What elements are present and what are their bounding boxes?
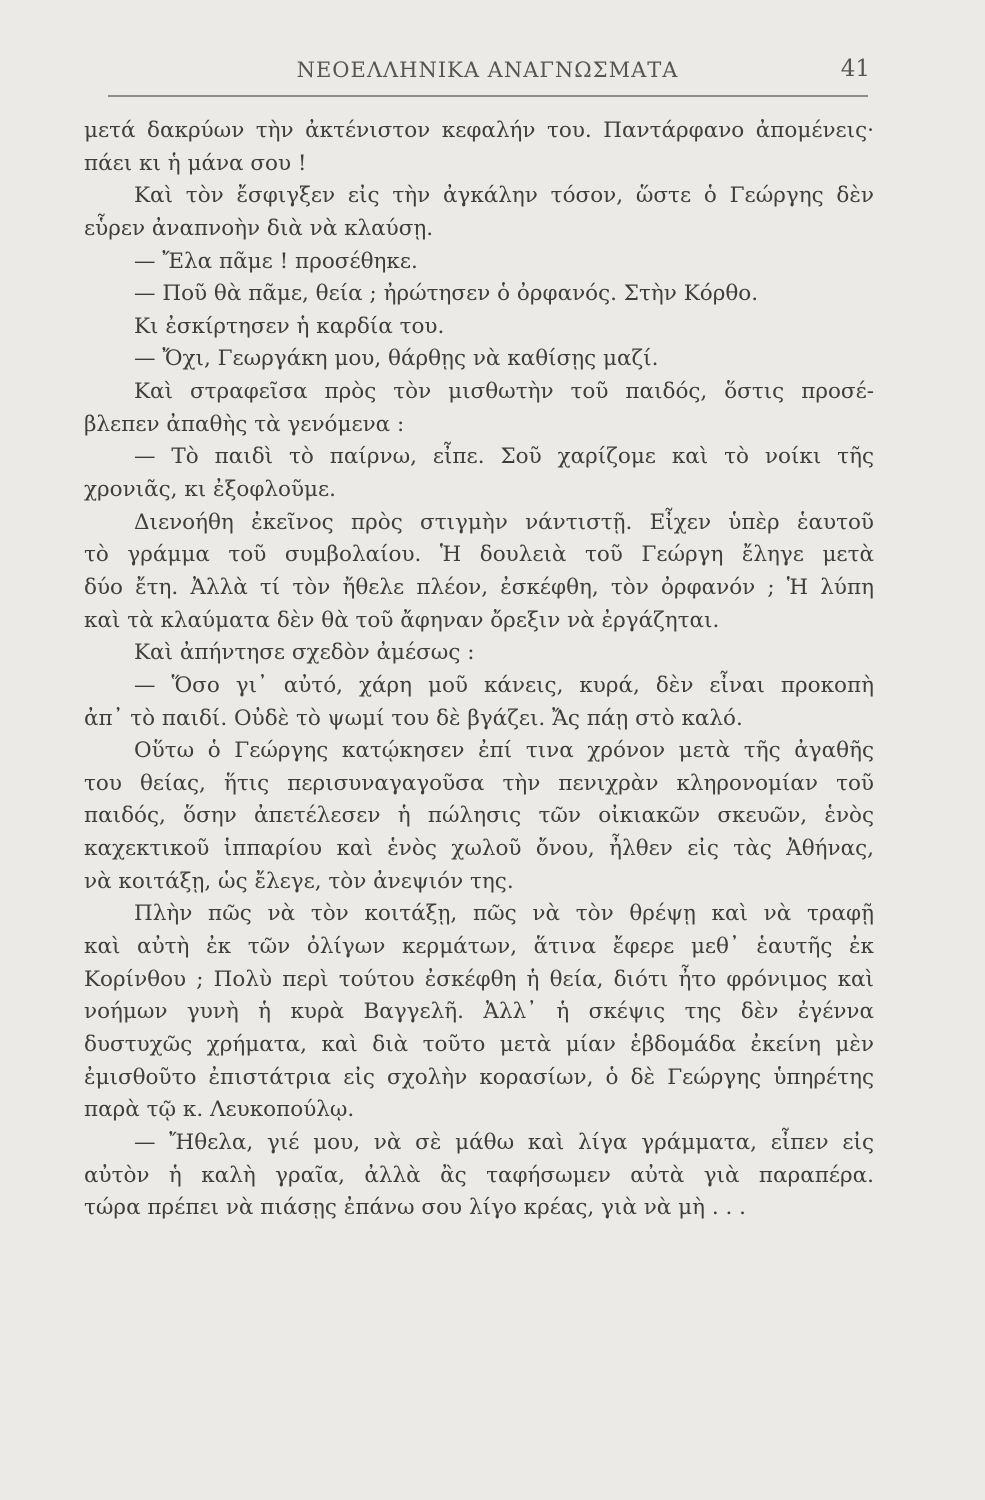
text-line: ἐμισθοῦτο ἐπιστάτρια εἰς σχολὴν κορασίων, ὁ δὲ Γεώργης ὑπηρέτης [84, 1064, 874, 1090]
text-line: Κορίνθου ; Πολὺ περὶ τούτου ἐσκέφθη ἡ θεία, διότι ἦτο φρόνιμος καὶ [84, 966, 874, 992]
text-line: — Ἤθελα, γιέ μου, νὰ σὲ μάθω καὶ λίγα γράμματα, εἶπεν εἰς [134, 1129, 874, 1155]
text-line: Κι ἐσκίρτησεν ἡ καρδία του. [134, 313, 445, 339]
text-line: — Τὸ παιδὶ τὸ παίρνω, εἶπε. Σοῦ χαρίζομε καὶ τὸ νοίκι τῆς [134, 444, 874, 470]
page-number: 41 [840, 56, 870, 82]
text-line: Καὶ στραφεῖσα πρὸς τὸν μισθωτὴν τοῦ παιδός, ὅστις προσέ- [134, 379, 874, 405]
text-line: βλεπεν ἀπαθὴς τὰ γενόμενα : [84, 411, 405, 437]
text-line: του θείας, ἥτις περισυναγαγοῦσα τὴν πενιχρὰν κληρονομίαν τοῦ [84, 770, 874, 796]
text-line: — Ὅσο γι᾽ αὐτό, χάρη μοῦ κάνεις, κυρά, δὲν εἶναι προκοπὴ [134, 672, 874, 698]
text-line: παιδός, ὅσην ἀπετέλεσεν ἡ πώλησις τῶν οἰκιακῶν σκευῶν, ἑνὸς [84, 803, 874, 829]
text-line: τώρα πρέπει νὰ πιάσῃς ἐπάνω σου λίγο κρέας, γιὰ νὰ μὴ . . . [84, 1195, 746, 1221]
text-line: δύο ἔτη. Ἀλλὰ τί τὸν ἤθελε πλέον, ἐσκέφθη, τὸν ὀρφανόν ; Ἡ λύπη [84, 574, 874, 600]
text-line: καὶ αὐτὴ ἐκ τῶν ὀλίγων κερμάτων, ἅτινα ἔφερε μεθ᾽ ἑαυτῆς ἐκ [84, 934, 874, 960]
text-line: δυστυχῶς χρήματα, καὶ διὰ τοῦτο μετὰ μίαν ἑβδομάδα ἐκείνη μὲν [84, 1031, 874, 1057]
header-title: ΝΕΟΕΛΛΗΝΙΚΑ ΑΝΑΓΝΩΣΜΑΤΑ [296, 58, 679, 82]
text-line: τὸ γράμμα τοῦ συμβολαίου. Ἡ δουλειὰ τοῦ Γεώργη ἔληγε μετὰ [84, 542, 874, 568]
text-line: νοήμων γυνὴ ἡ κυρὰ Βαγγελῆ. Ἀλλ᾽ ἡ σκέψις της δὲν ἐγέννα [84, 999, 874, 1025]
text-line: — Ποῦ θὰ πᾶμε, θεία ; ἠρώτησεν ὁ ὀρφανός. Στὴν Κόρθο. [134, 281, 759, 307]
text-line: μετά δακρύων τὴν ἀκτένιστον κεφαλήν του. Παντάρφανο ἀπομένεις· [84, 118, 874, 143]
text-line: χρονιᾶς, κι ἐξοφλοῦμε. [84, 477, 337, 503]
text-line: πάει κι ἡ μάνα σου ! [84, 150, 307, 176]
text-line: Καὶ τὸν ἔσφιγξεν εἰς τὴν ἀγκάλην τόσον, ὥστε ὁ Γεώργης δὲν [134, 183, 874, 209]
body-text [84, 115, 874, 1225]
header-rule [108, 95, 868, 97]
text-line: εὗρεν ἀναπνοὴν διὰ νὰ κλαύσῃ. [84, 215, 434, 241]
text-line: καὶ τὰ κλαύματα δὲν θὰ τοῦ ἄφηναν ὄρεξιν νὰ ἐργάζηται. [84, 607, 720, 633]
text-line: Καὶ ἀπήντησε σχεδὸν ἀμέσως : [134, 640, 475, 666]
text-line: καχεκτικοῦ ἱππαρίου καὶ ἑνὸς χωλοῦ ὄνου, ἦλθεν εἰς τὰς Ἀθήνας, [84, 836, 874, 862]
text-line: Πλὴν πῶς νὰ τὸν κοιτάξῃ, πῶς νὰ τὸν θρέψῃ καὶ νὰ τραφῇ [134, 901, 874, 927]
text-line: ἀπ᾽ τὸ παιδί. Οὐδὲ τὸ ψωμί του δὲ βγάζει. Ἄς πάῃ στὸ καλό. [84, 705, 743, 731]
running-header [105, 52, 870, 88]
text-line: — Ἔλα πᾶμε ! προσέθηκε. [134, 248, 418, 274]
text-line: παρὰ τῷ κ. Λευκοπούλῳ. [84, 1097, 355, 1123]
text-line: Διενοήθη ἐκεῖνος πρὸς στιγμὴν νάντιστῇ. Εἶχεν ὑπὲρ ἑαυτοῦ [134, 509, 874, 535]
text-line: αὐτὸν ἡ καλὴ γραῖα, ἀλλὰ ἂς ταφήσωμεν αὐτὰ γιὰ παραπέρα. [84, 1162, 874, 1188]
text-line: — Ὄχι, Γεωργάκη μου, θάρθῃς νὰ καθίσῃς μαζί. [134, 346, 659, 372]
text-line: Οὕτω ὁ Γεώργης κατῴκησεν ἐπί τινα χρόνον μετὰ τῆς ἀγαθῆς [134, 738, 874, 764]
text-line: νὰ κοιτάξῃ, ὡς ἔλεγε, τὸν ἀνεψιόν της. [84, 868, 514, 894]
